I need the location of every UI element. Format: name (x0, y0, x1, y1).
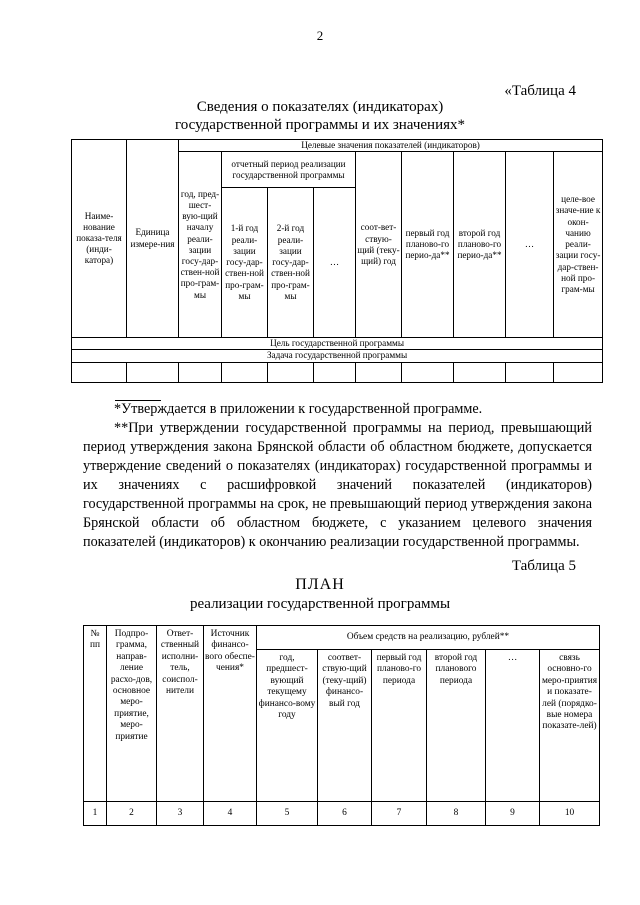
row-program-goal: Цель государственной программы (72, 338, 603, 350)
table4-title (0, 98, 640, 134)
table5-reference: Таблица 5 (511, 558, 576, 574)
table4-reference: «Таблица 4 (504, 83, 576, 99)
header-year2: 2-й год реали-зации госу-дар-ствен-ной про-грам-мы (268, 188, 314, 338)
header-target-values: Целевые значения показателей (индикаторов) (179, 140, 603, 152)
column-number: 5 (257, 802, 318, 826)
header-current-year: соот-вет-ствую-щий (теку-щий) год (356, 152, 402, 338)
header-current-fin-year: соответ-ствую-щий (теку-щий) финансо-вый год (318, 650, 372, 802)
header-second-plan-year: второй год планово-го перио-да** (454, 152, 506, 338)
column-number: 4 (204, 802, 257, 826)
column-number: 1 (84, 802, 107, 826)
plan-table (83, 625, 600, 826)
header-final-target: целе-вое значе-ние к окон-чанию реали-зации госу-дар-ствен-ной про-грам-мы (554, 152, 603, 338)
column-numbers-row (84, 802, 600, 826)
header-year-before: год, пред-шест-вую-щий началу реали-зации госу-дар-ствен-ной про-грам-мы (179, 152, 222, 338)
header-indicator-name: Наиме-нование показа-теля (инди-катора) (72, 140, 127, 338)
header-prev-fin-year: год, предшест-вующий текущему финансо-вому году (257, 650, 318, 802)
header-indicator-link: связь основно-го меро-приятия и показате-лей (порядко-вые номера показате-лей) (540, 650, 600, 802)
header-funding-volume: Объем средств на реализацию, рублей** (257, 626, 600, 650)
table5-subtitle: реализации государственной программы (189, 596, 451, 612)
row-program-task: Задача государственной программы (72, 350, 603, 362)
header-subprogram: Подпро-грамма, направ-ление расхо-дов, основное меро-приятие, меро-приятие (107, 626, 157, 802)
header-unit: Единица измере-ния (127, 140, 179, 338)
table5-title: ПЛАН (295, 576, 345, 593)
footnote-2: **При утверждении государственной программы на период, превышающий период утверждения закона Брянской области об областном бюджете, допускается утверждение сведений о показателях (индикаторах) государственной программы и их значениях с расшифровкой значений показателей (индикаторов) государственной программы на срок, не превышающий период утверждения закона Брянской области об областном бюджете, с указанием целевого значения показателей (индикаторов) к окончанию реализации государственной программы. (83, 420, 592, 550)
column-number: 7 (372, 802, 427, 826)
column-number: 2 (107, 802, 157, 826)
column-number: 9 (486, 802, 540, 826)
header-ellipsis: … (506, 152, 554, 338)
table4-title-line1: Сведения о показателях (индикаторах) (196, 99, 444, 115)
header-responsible: Ответ-ственный исполни-тель, соиспол-нители (157, 626, 204, 802)
header-funding-source: Источник финансо-вого обеспе-чения* (204, 626, 257, 802)
column-number: 10 (540, 802, 600, 826)
header-second-plan-year: второй год планового периода (427, 650, 486, 802)
header-period-ellipsis: … (314, 188, 356, 338)
table4-title-line2: государственной программы и их значениях* (174, 117, 466, 133)
footnote-1: *Утверждается в приложении к государственной программе. (114, 401, 483, 417)
header-first-plan-year: первый год планово-го перио-да** (402, 152, 454, 338)
indicators-table (71, 139, 603, 383)
header-first-plan-year: первый год планово-го периода (372, 650, 427, 802)
page-number: 2 (316, 28, 324, 43)
header-year1: 1-й год реали-зации госу-дар-ствен-ной про-грам-мы (222, 188, 268, 338)
header-report-period: отчетный период реализации государственной программы (222, 152, 356, 188)
column-number: 8 (427, 802, 486, 826)
column-number: 3 (157, 802, 204, 826)
table-row (72, 362, 603, 382)
header-ellipsis: … (486, 650, 540, 802)
column-number: 6 (318, 802, 372, 826)
header-number: № пп (84, 626, 107, 802)
